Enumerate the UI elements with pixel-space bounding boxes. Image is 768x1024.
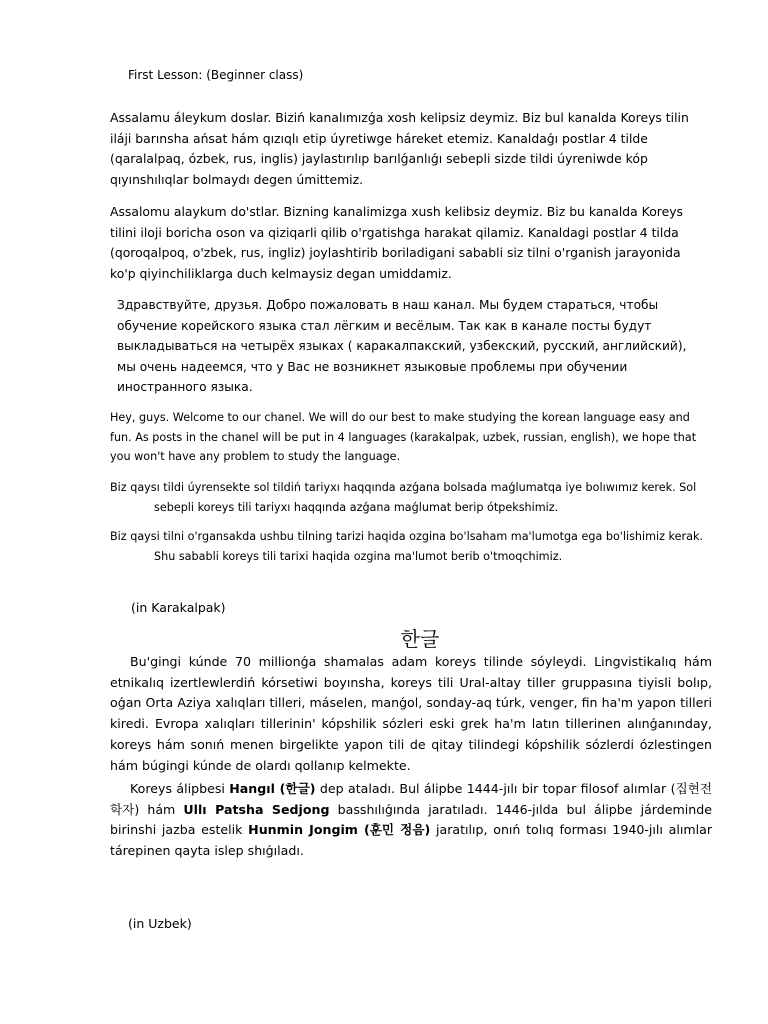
page-title: First Lesson: (Beginner class)	[128, 68, 304, 82]
body-text: Koreys álipbesi	[130, 781, 230, 796]
paragraph-karakalpak-welcome: Assalamu áleykum doslar. Biziń kanalımızǵa xosh kelipsiz deymiz. Biz bul kanalda Koreys tilin iláji barınsha ańsat hám qızıqlı etip úyretiwge háreket etemiz. Kanaldaǵı postlar 4 tilde (qaralalpaq, ózbek, rus, inglis) jaylastırılıp barılǵanlıǵı sebepli sizde tildi úyreniwde kóp qıyınshılıqlar bolmaydı degen úmittemiz.	[110, 110, 689, 187]
body-paragraph-1-text: Bu'gingi kúnde 70 millionǵa shamalas adam koreys tilinde sóyleydi. Lingvistikalıq hám etnikalıq izertlewlerdiń kórsetiwi boyınsha, koreys tili Ural-altay tiller gruppasına tiyisli bolıp, oǵan Orta Aziya xalıqları tilleri, máselen, manǵol, sonday-aq túrk, venger, fin ha'm yapon tilleri kiredi. Evropa xalıqları tillerinin' kópshilik sózleri eski grek ha'm latın tillerinen alınǵanınday, koreys hám sonıń menen birgelikte yapon tili de qitay tilindegi kópshilik sózlerdi ózlestingen hám búgingi kúnde de olardı qollanıp kelmekte.	[110, 654, 712, 773]
paragraph-english-welcome: Hey, guys. Welcome to our chanel. We will do our best to make studying the korean language easy and fun. As posts in the chanel will be put in 4 languages (karakalpak, uzbek, russian, english), we hope that you won't have any problem to study the language.	[110, 411, 697, 463]
body-paragraph-2	[110, 779, 712, 862]
paragraph-russian-welcome: Здравствуйте, друзья. Добро пожаловать в наш канал. Мы будем стараться, чтобы обучение корейского языка стал лёгким и весёлым. Так как в канале посты будут выкладываться на четырёх языках ( каракалпакский, узбекский, русский, английский), мы очень надеемся, что у Вас не возникнет языковые проблемы при обучении иностранного языка.	[117, 298, 687, 394]
term-king-sejong: Ullı Patsha Sedjong	[183, 801, 330, 817]
body-text: basshılıǵında jaratıladı. 1446-jılda bul álipbe járdeminde birinshi jazba estelik	[110, 801, 713, 838]
section-label-karakalpak: (in Karakalpak)	[131, 600, 226, 615]
paragraph-uzbek-welcome: Assalomu alaykum do'stlar. Bizning kanalimizga xush kelibsiz deymiz. Biz bu kanalda Koreys tilini iloji boricha oson va qiziqarli qilib o'rgatishga harakat qilamiz. Kanaldagi postlar 4 tilda (qoroqalpoq, o'zbek, rus, ingliz) joylashtirib boriladigani sababli siz tilni o'rganish jarayonida ko'p qiyinchiliklarga duch kelmaysiz degan umiddamiz.	[110, 204, 684, 281]
body-paragraph-1	[110, 652, 712, 776]
body-text: jaratılıp, onıń tolıq forması 1940-jılı alımlar tárepinen qayta islep shıǵıladı.	[110, 822, 712, 859]
paragraph-karakalpak-history	[110, 478, 710, 518]
section-label-uzbek: (in Uzbek)	[128, 916, 192, 931]
history-line-1: Biz qaysı tildi úyrensekte sol tildiń tariyxı haqqında azǵana bolsada maǵlumatqa iye bolıwımız kerek. Sol	[110, 481, 697, 494]
history-line-2: Shu sababli koreys tili tarixi haqida ozgina ma'lumot berib o'tmoqchimiz.	[154, 550, 563, 563]
history-line-1: Biz qaysi tilni o'rgansakda ushbu tilning tarizi haqida ozgina bo'lsaham ma'lumotga ega bo'lishimiz kerak.	[110, 530, 704, 543]
body-text: dep ataladı. Bul álipbe 1444-jılı bir topar filosof alımlar (집현전 학자) hám	[110, 781, 712, 817]
term-hangul: Hangıl (한글)	[229, 781, 316, 796]
term-hunmin-jongim: Hunmin Jongim (훈민 정음)	[248, 822, 431, 838]
hangul-heading: 한글	[400, 627, 440, 651]
paragraph-uzbek-history	[110, 527, 710, 567]
history-line-2: sebepli koreys tili tariyxı haqqında azǵana maǵlumat berip ótpekshimiz.	[154, 501, 559, 514]
